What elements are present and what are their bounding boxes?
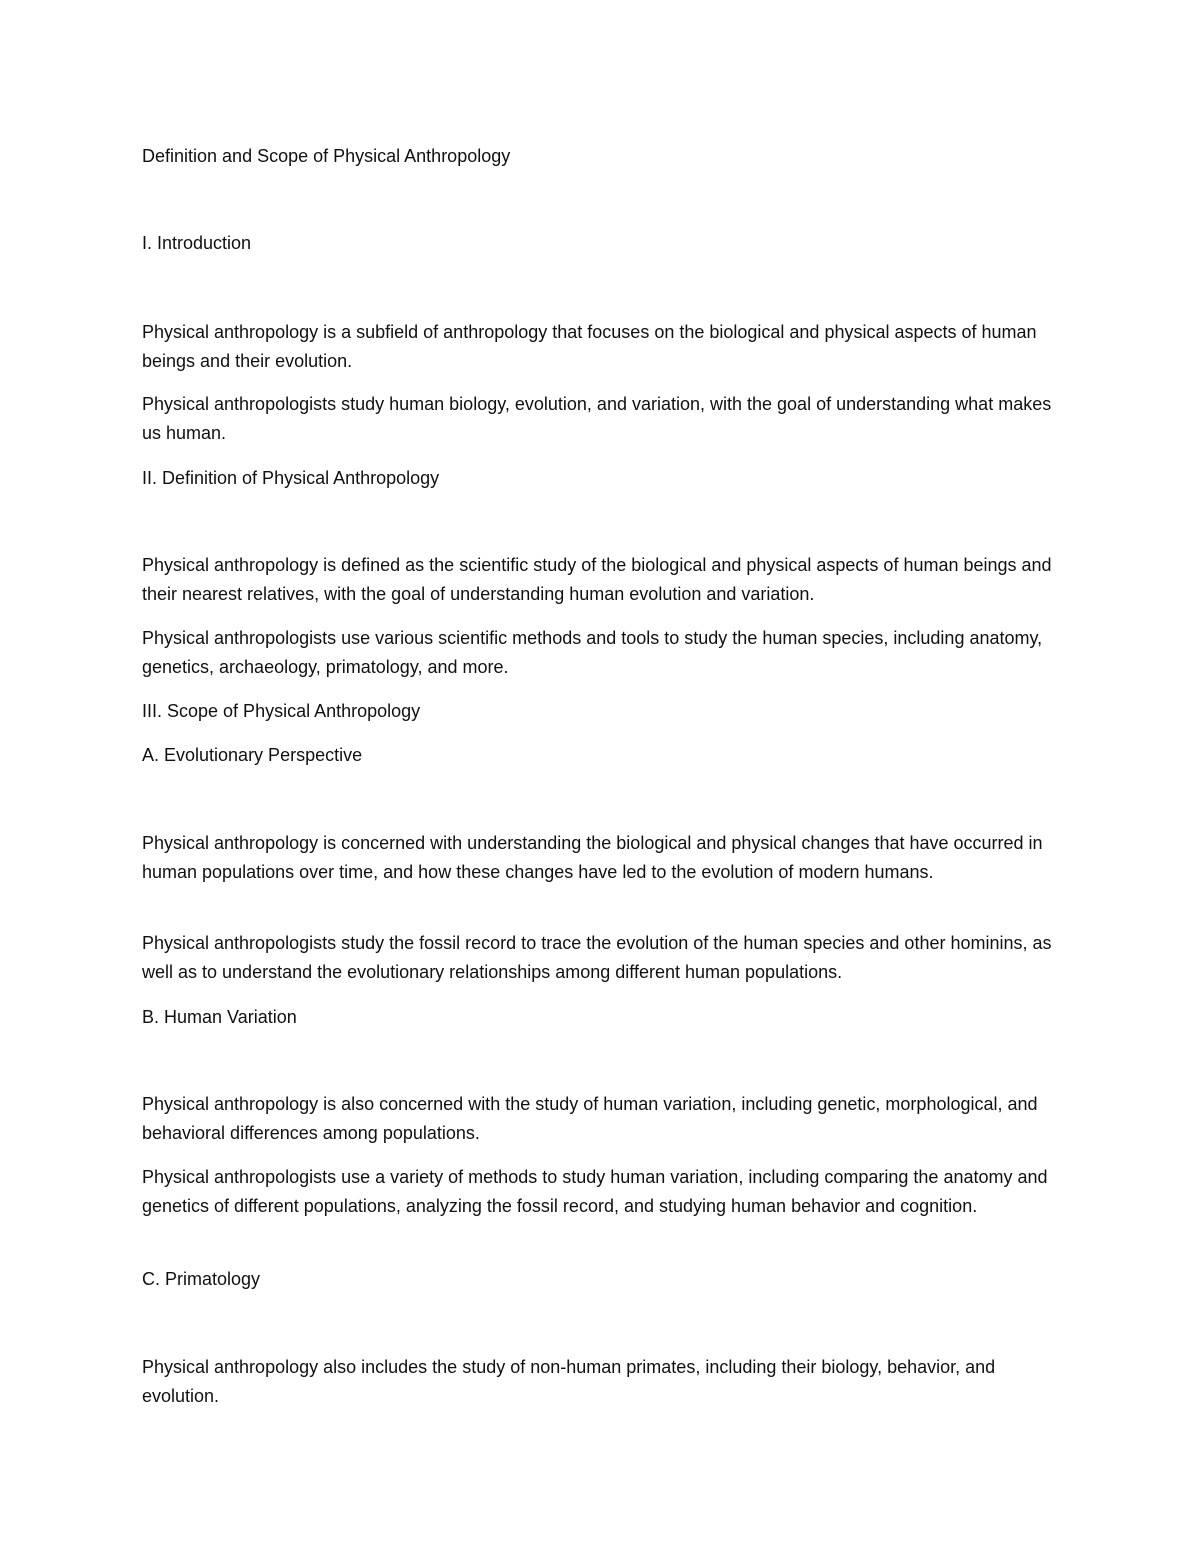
- section-heading-scope: III. Scope of Physical Anthropology: [142, 701, 421, 721]
- document-title: Definition and Scope of Physical Anthropology: [142, 146, 511, 166]
- paragraph: Physical anthropology also includes the study of non-human primates, including their biology, behavior, and evolution.: [142, 1357, 996, 1406]
- paragraph: Physical anthropology is concerned with understanding the biological and physical changes that have occurred in human populations over time, and how these changes have led to the evolution of modern humans.: [142, 833, 1043, 882]
- section-heading-definition: II. Definition of Physical Anthropology: [142, 468, 440, 488]
- paragraph: Physical anthropologists use a variety of methods to study human variation, including comparing the anatomy and genetics of different populations, analyzing the fossil record, and studying human behavior and cognition.: [142, 1167, 1048, 1216]
- subsection-heading-primatology: C. Primatology: [142, 1269, 261, 1289]
- subsection-heading-variation: B. Human Variation: [142, 1007, 297, 1027]
- paragraph: Physical anthropology is defined as the scientific study of the biological and physical aspects of human beings and their nearest relatives, with the goal of understanding human evolution and variation.: [142, 555, 1052, 604]
- paragraph: Physical anthropologists study human biology, evolution, and variation, with the goal of understanding what makes us human.: [142, 394, 1052, 443]
- paragraph: Physical anthropologists use various scientific methods and tools to study the human species, including anatomy, genetics, archaeology, primatology, and more.: [142, 628, 1043, 677]
- paragraph: Physical anthropologists study the fossil record to trace the evolution of the human species and other hominins, as well as to understand the evolutionary relationships among different human populations.: [142, 933, 1052, 982]
- section-heading-introduction: I. Introduction: [142, 233, 252, 253]
- subsection-heading-evolutionary: A. Evolutionary Perspective: [142, 745, 363, 765]
- paragraph: Physical anthropology is a subfield of anthropology that focuses on the biological and physical aspects of human beings and their evolution.: [142, 322, 1037, 371]
- paragraph: Physical anthropology is also concerned with the study of human variation, including genetic, morphological, and behavioral differences among populations.: [142, 1094, 1038, 1143]
